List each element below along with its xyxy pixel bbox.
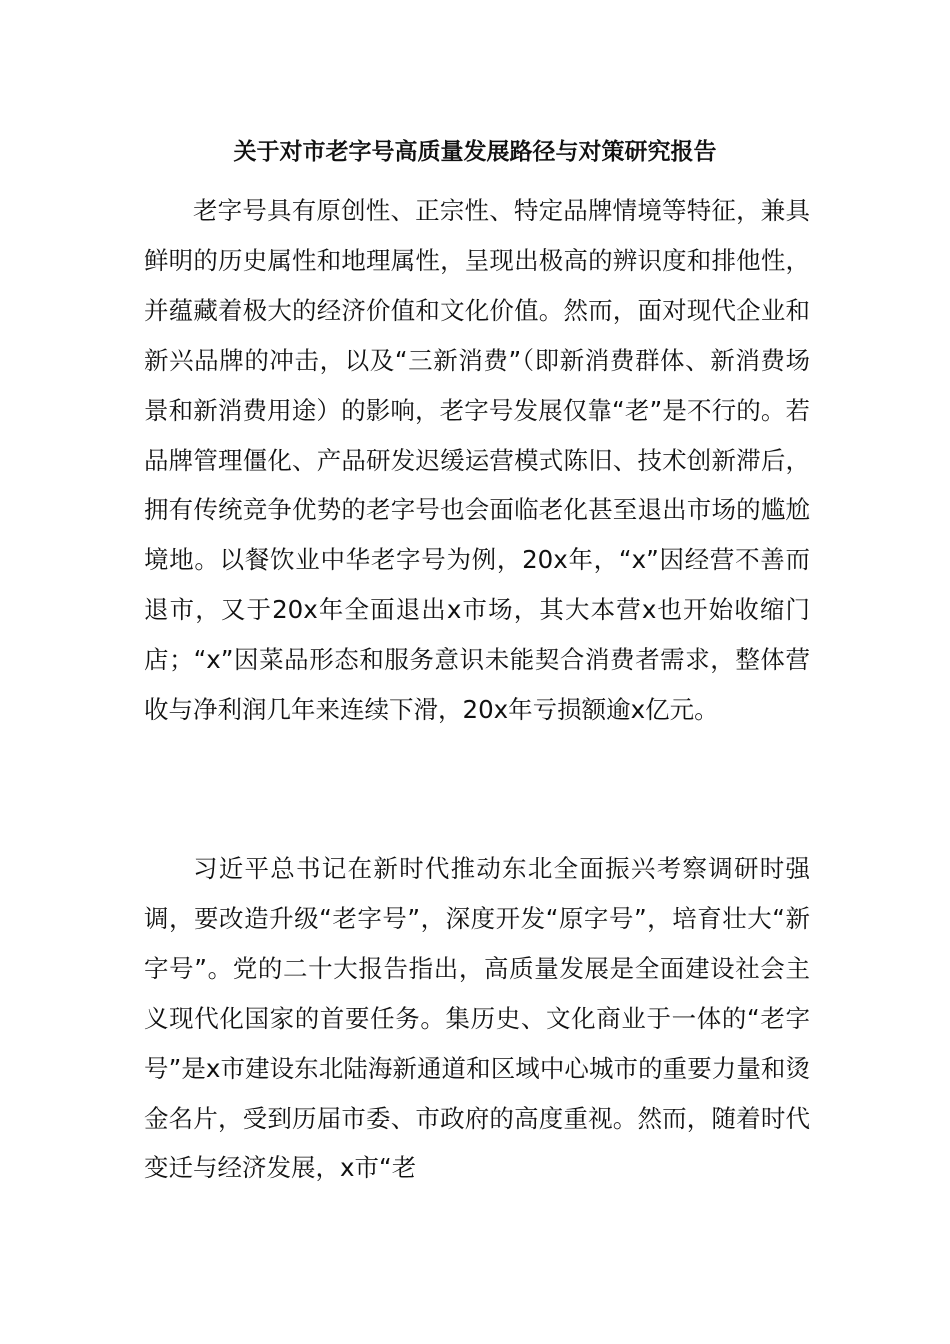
body-paragraph-1: 老字号具有原创性、正宗性、特定品牌情境等特征，兼具鲜明的历史属性和地理属性，呈现出极高的辨识度和排他性，并蕴藏着极大的经济价值和文化价值。然而，面对现代企业和新兴品牌的冲击，以及“三新消费”（即新消费群体、新消费场景和新消费用途）的影响，老字号发展仅靠“老”是不行的。若品牌管理僵化、产品研发迟缓运营模式陈旧、技术创新滞后，拥有传统竞争优势的老字号也会面临老化甚至退出市场的尴尬境地。以餐饮业中华老字号为例，20x年，“x”因经营不善而退市，又于20x年全面退出x市场，其大本营x也开始收缩门店；“x”因菜品形态和服务意识未能契合消费者需求，整体营收与净利润几年来连续下滑，20x年亏损额逾x亿元。	[144, 196, 810, 725]
document-title: 关于对市老字号高质量发展路径与对策研究报告	[233, 139, 717, 165]
body-paragraph-2: 习近平总书记在新时代推动东北全面振兴考察调研时强调，要改造升级“老字号”，深度开发“原字号”，培育壮大“新字号”。党的二十大报告指出，高质量发展是全面建设社会主义现代化国家的首要任务。集历史、文化商业于一体的“老字号”是x市建设东北陆海新通道和区域中心城市的重要力量和烫金名片，受到历届市委、市政府的高度重视。然而，随着时代变迁与经济发展，x市“老	[144, 854, 810, 1183]
